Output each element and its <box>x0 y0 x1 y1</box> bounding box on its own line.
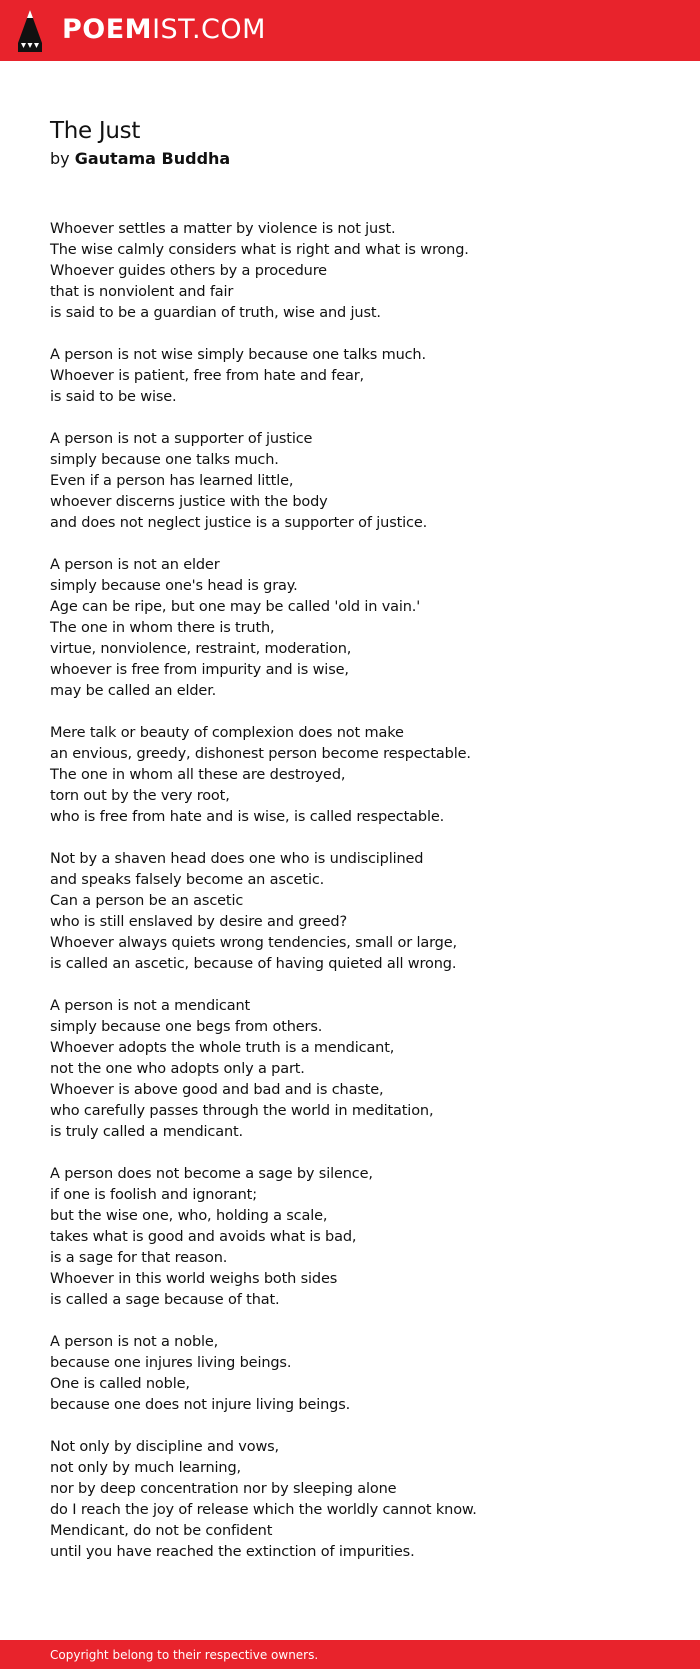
poem-line: takes what is good and avoids what is bad, <box>50 1229 357 1245</box>
poem-line: torn out by the very root, <box>50 788 230 804</box>
logo-text-light: IST.COM <box>152 14 266 45</box>
poem-line: Age can be ripe, but one may be called 'old in vain.' <box>50 599 421 615</box>
stanza <box>50 1332 670 1416</box>
poem-line: A person is not wise simply because one talks much. <box>50 347 426 363</box>
poem-line: is called an ascetic, because of having quieted all wrong. <box>50 956 457 972</box>
poem-line: Whoever is above good and bad and is chaste, <box>50 1082 384 1098</box>
poem-line: not only by much learning, <box>50 1460 241 1476</box>
poem-line: Mere talk or beauty of complexion does not make <box>50 725 404 741</box>
poem-line: Whoever in this world weighs both sides <box>50 1271 338 1287</box>
poem-line: Whoever always quiets wrong tendencies, small or large, <box>50 935 457 951</box>
poem-line: until you have reached the extinction of impurities. <box>50 1544 415 1560</box>
pencil-tip-icon[interactable] <box>17 9 43 53</box>
poem-line: is truly called a mendicant. <box>50 1124 244 1140</box>
poem-line: but the wise one, who, holding a scale, <box>50 1208 328 1224</box>
copyright-text: Copyright belong to their respective owners. <box>50 1648 319 1662</box>
poem-line: A person does not become a sage by silence, <box>50 1166 373 1182</box>
poem-line: nor by deep concentration nor by sleeping alone <box>50 1481 397 1497</box>
poem-line: Whoever settles a matter by violence is not just. <box>50 221 396 237</box>
logo-text-bold: POEM <box>62 14 153 45</box>
poem-line: is said to be a guardian of truth, wise and just. <box>50 305 381 321</box>
poem-line: not the one who adopts only a part. <box>50 1061 305 1077</box>
poem-line: A person is not an elder <box>50 557 220 573</box>
stanza <box>50 219 670 324</box>
poem-line: The one in whom all these are destroyed, <box>50 767 346 783</box>
poem-line: is called a sage because of that. <box>50 1292 280 1308</box>
poem-line: The one in whom there is truth, <box>50 620 275 636</box>
site-footer <box>0 1640 700 1669</box>
stanza <box>50 723 670 828</box>
stanza <box>50 1437 670 1563</box>
poem-line: do I reach the joy of release which the worldly cannot know. <box>50 1502 477 1518</box>
site-header <box>0 0 700 61</box>
poem-line: Whoever guides others by a procedure <box>50 263 327 279</box>
poem-line: simply because one talks much. <box>50 452 279 468</box>
poem-line: an envious, greedy, dishonest person become respectable. <box>50 746 471 762</box>
stanza <box>50 429 670 534</box>
poem-line: whoever discerns justice with the body <box>50 494 328 510</box>
poem-line: Not only by discipline and vows, <box>50 1439 280 1455</box>
poem-line: and speaks falsely become an ascetic. <box>50 872 325 888</box>
stanza <box>50 555 670 702</box>
poem-line: simply because one begs from others. <box>50 1019 323 1035</box>
author-name[interactable]: Gautama Buddha <box>74 149 231 168</box>
poem-title: The Just <box>50 118 141 144</box>
poem-line: Can a person be an ascetic <box>50 893 244 909</box>
poem-line: A person is not a mendicant <box>50 998 251 1014</box>
stanza <box>50 849 670 975</box>
by-label: by <box>50 149 70 168</box>
byline <box>50 149 230 169</box>
poem-line: Whoever is patient, free from hate and fear, <box>50 368 365 384</box>
poem-line: Even if a person has learned little, <box>50 473 294 489</box>
poem-line: Whoever adopts the whole truth is a mendicant, <box>50 1040 395 1056</box>
poem-body <box>50 219 670 1584</box>
poem-line: that is nonviolent and fair <box>50 284 234 300</box>
poem-line: who is still enslaved by desire and greed? <box>50 914 348 930</box>
site-logo[interactable] <box>62 13 266 47</box>
poem-line: because one does not injure living beings. <box>50 1397 351 1413</box>
poem-line: is a sage for that reason. <box>50 1250 228 1266</box>
poem-line: if one is foolish and ignorant; <box>50 1187 257 1203</box>
poem-line: who is free from hate and is wise, is called respectable. <box>50 809 445 825</box>
poem-line: may be called an elder. <box>50 683 217 699</box>
poem-line: A person is not a supporter of justice <box>50 431 313 447</box>
poem-line: simply because one's head is gray. <box>50 578 298 594</box>
stanza <box>50 1164 670 1311</box>
poem-line: One is called noble, <box>50 1376 190 1392</box>
poem-line: Mendicant, do not be confident <box>50 1523 273 1539</box>
poem-line: whoever is free from impurity and is wise, <box>50 662 349 678</box>
poem-line: The wise calmly considers what is right and what is wrong. <box>50 242 469 258</box>
poem-line: virtue, nonviolence, restraint, moderation, <box>50 641 352 657</box>
poem-line: because one injures living beings. <box>50 1355 292 1371</box>
poem-line: and does not neglect justice is a supporter of justice. <box>50 515 428 531</box>
poem-line: Not by a shaven head does one who is undisciplined <box>50 851 424 867</box>
poem-line: is said to be wise. <box>50 389 177 405</box>
poem-line: who carefully passes through the world in meditation, <box>50 1103 434 1119</box>
stanza <box>50 996 670 1143</box>
stanza <box>50 345 670 408</box>
poem-line: A person is not a noble, <box>50 1334 219 1350</box>
